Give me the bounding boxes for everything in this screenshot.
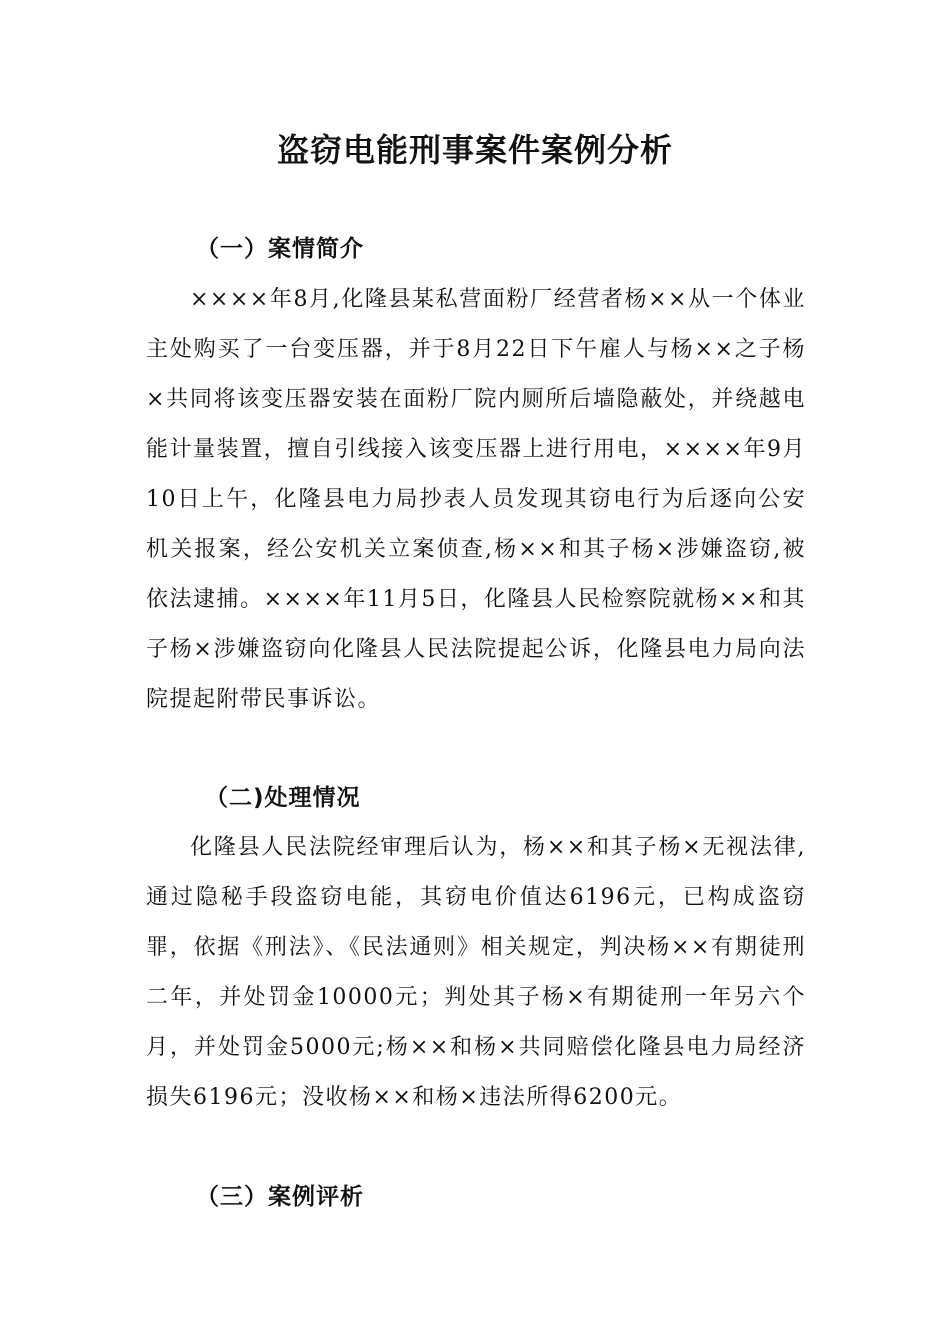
section-heading-case-summary: （一）案情简介 xyxy=(196,236,364,262)
document-title: 盗窃电能刑事案件案例分析 xyxy=(276,131,673,169)
section-body-case-summary: ××××年8月,化隆县某私营面粉厂经营者杨××从一个体业主处购买了一台变压器，并于8月22日下午雇人与杨××之子杨×共同将该变压器安装在面粉厂院内厕所后墙隐蔽处，并绕越电能计量装置，擅自引线接入该变压器上进行用电，××××年9月10日上午，化隆县电力局抄表人员发现其窃电行为后逐向公安机关报案，经公安机关立案侦查,杨××和其子杨×涉嫌盗窃,被依法逮捕。××××年11月5日，化隆县人民检察院就杨××和其子杨×涉嫌盗窃向化隆县人民法院提起公诉，化隆县电力局向法院提起附带民事诉讼。 xyxy=(146,287,806,712)
section-heading-case-analysis: （三）案例评析 xyxy=(196,1184,364,1210)
section-body-handling: 化隆县人民法院经审理后认为，杨××和其子杨×无视法律,通过隐秘手段盗窃电能，其窃电价值达6196元，已构成盗窃罪，依据《刑法》、《民法通则》相关规定，判决杨××有期徒刑二年，并处罚金10000元；判处其子杨×有期徒刑一年另六个月，并处罚金5000元;杨××和杨×共同赔偿化隆县电力局经济损失6196元；没收杨××和杨×违法所得6200元。 xyxy=(146,835,806,1110)
section-heading-handling: （二)处理情况 xyxy=(205,785,361,811)
